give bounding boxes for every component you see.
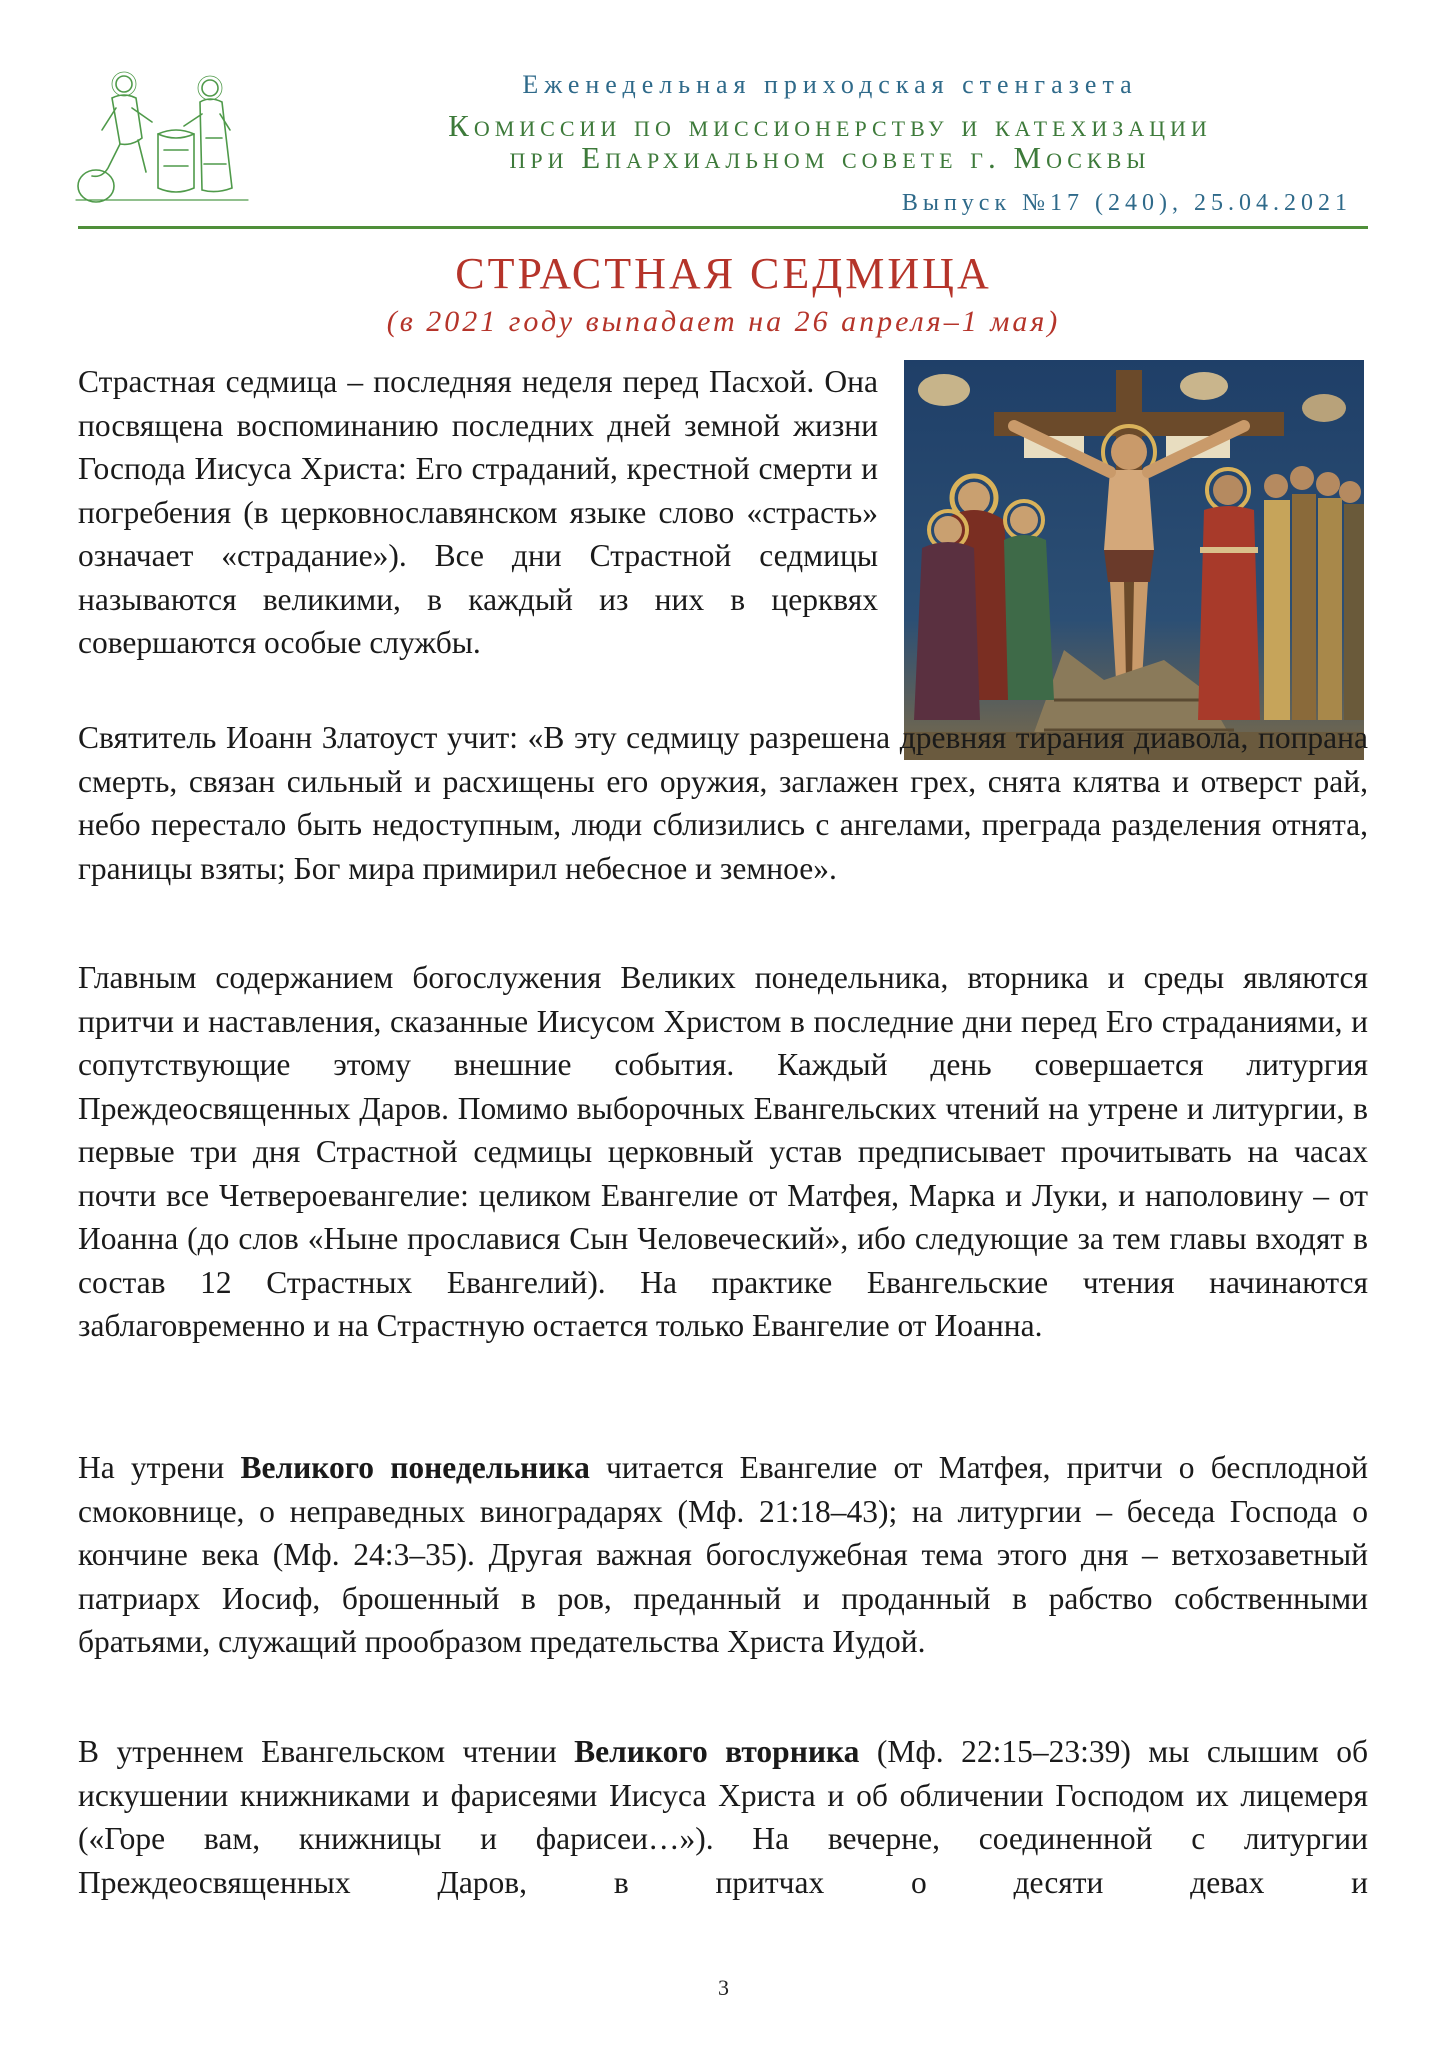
header-council: при Епархиальном совете г. Москвы (509, 140, 1151, 175)
header-subtitle: Еженедельная приходская стенгазета (522, 70, 1138, 99)
paragraph-intro: Страстная седмица – последняя неделя перед Пасхой. Она посвящена воспоминанию последних дней земной жизни Господа Иисуса Христа: Его страданий, крестной смерти и погребения (в церковнославянском языке слово «страсть» означает «страдание»). Все дни Страстной седмицы называются великими, в каждый из них в церквях совершаются особые службы. (78, 364, 878, 660)
monday-heading: Великого понедельника (240, 1450, 590, 1485)
paragraph-great-monday (78, 1446, 1368, 1664)
chrysostom-quote-start: Святитель Иоанн Златоуст учит: «В эту седмицу (78, 720, 740, 755)
paragraph-services: Главным содержанием богослужения Великих понедельника, вторника и среды являются притчи и наставления, сказанные Иисусом Христом в последние дни перед Его страданиями, и сопутствующие этому внешние события. Каждый день совершается литургия Преждеосвященных Даров. Помимо выборочных Евангельских чтений на утрене и литургии, в первые три дня Страстной седмицы церковный устав предписывает прочитывать на часах почти все Четвероевангелие: целиком Евангелие от Матфея, Марка и Луки, и наполовину – от Иоанна (до слов «Ныне прославися Сын Человеческий», ибо следующие за тем главы входят в состав 12 Страстных Евангелий). На практике Евангельские чтения начинаются заблаговременно и на Страстную остается только Евангелие от Иоанна. (78, 960, 1368, 1343)
article-subtitle: (в 2021 году выпадает на 26 апреля–1 мая) (386, 305, 1061, 338)
header-commission: Комиссии по миссионерству и катехизации (448, 108, 1212, 143)
tuesday-heading: Великого вторника (574, 1734, 860, 1769)
paragraph-great-tuesday (78, 1730, 1368, 1904)
paragraph-chrysostom (78, 716, 1368, 890)
tuesday-text-pre: В утреннем Евангельском чтении (78, 1734, 575, 1769)
issue-number: Выпуск №17 (240), 25.04.2021 (901, 190, 1352, 216)
tuesday-text-post: (Мф. 22:15–23:39) мы слышим об искушении книжниками и фарисеями Иисуса Христа и об обличении Господом их лицемеря («Горе вам, книжницы и фарисеи…»). На вечерне, соединенной с литургии Преждеосвященных Даров, в притчах о десяти девах и (78, 1734, 1368, 1900)
parish-logo-icon (72, 68, 252, 210)
article-title: СТРАСТНАЯ СЕДМИЦА (455, 249, 992, 298)
header-divider (78, 226, 1368, 229)
monday-text-post: читается Евангелие от Матфея, притчи о бесплодной смоковнице, о неправедных виноградарях (Мф. 21:18–43); на литургии – беседа Господа о кончине века (Мф. 24:3–35). Другая важная богослужебная тема этого дня – ветхозаветный патриарх Иосиф, брошенный в ров, преданный и проданный в рабство собственными братьями, служащий прообразом предательства Христа Иудой. (78, 1450, 1369, 1659)
crucifixion-icon-image (904, 360, 1364, 760)
monday-text-pre: На утрени (78, 1450, 241, 1485)
chrysostom-quote-rest: разрешена древняя тирания диавола, попрана смерть, связан сильный и расхищены его оружия, заглажен грех, снята клятва и отверст рай, небо перестало быть недоступным, люди сблизились с ангелами, преграда разделения отнята, границы взяты; Бог мира примирил небесное и земное». (78, 720, 1368, 886)
page-number: 3 (718, 1975, 729, 2000)
